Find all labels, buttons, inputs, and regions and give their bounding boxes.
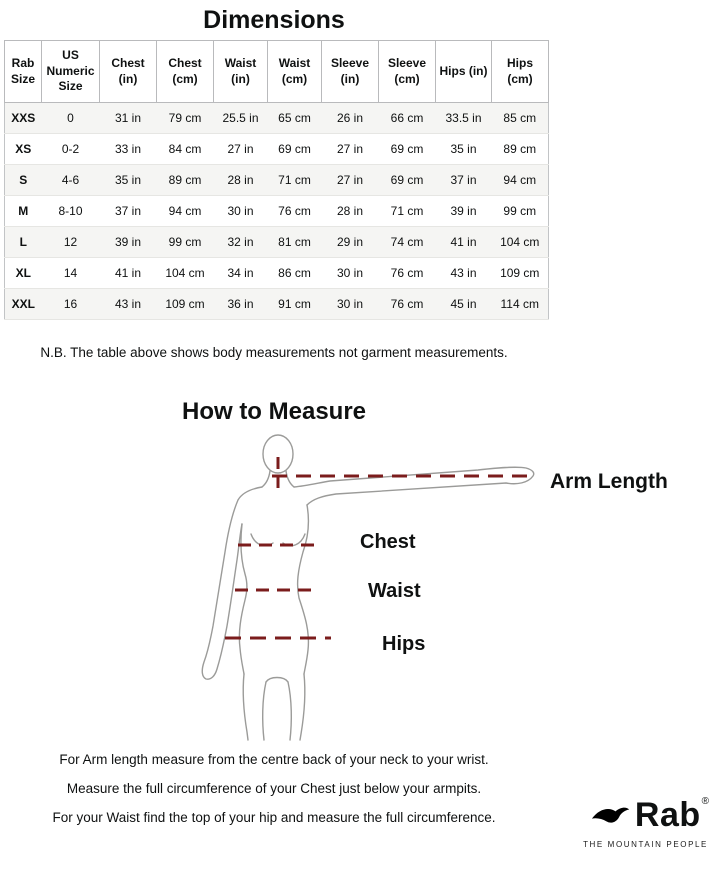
table-row (5, 258, 549, 289)
measurement-cell: 71 cm (268, 165, 322, 196)
measurement-cell: 8-10 (42, 196, 100, 227)
measurement-cell: 33 in (100, 134, 157, 165)
hips-label: Hips (382, 633, 426, 655)
instruction-chest: Measure the full circumference of your Chest just below your armpits. (66, 781, 482, 796)
table-row (5, 227, 549, 258)
measurement-cell: 94 cm (157, 196, 214, 227)
rab-brand-logo (582, 795, 709, 849)
measurement-cell: 28 in (214, 165, 268, 196)
measurement-cell: 45 in (436, 289, 492, 320)
measurement-cell: 33.5 in (436, 103, 492, 134)
measurement-cell: 71 cm (379, 196, 436, 227)
measurement-cell: 76 cm (379, 289, 436, 320)
measurement-cell: 30 in (214, 196, 268, 227)
measurement-cell: 39 in (436, 196, 492, 227)
measurement-cell: 89 cm (492, 134, 549, 165)
measurement-cell: 36 in (214, 289, 268, 320)
measurement-cell: 84 cm (157, 134, 214, 165)
waist-label: Waist (368, 580, 421, 602)
column-header: Waist (cm) (268, 41, 322, 103)
brand-name: Rab (634, 796, 701, 834)
measurement-cell: 4-6 (42, 165, 100, 196)
measurement-cell: 91 cm (268, 289, 322, 320)
measurement-cell: 27 in (322, 165, 379, 196)
measurement-cell: 99 cm (492, 196, 549, 227)
measurement-cell: 76 cm (268, 196, 322, 227)
measurement-cell: 25.5 in (214, 103, 268, 134)
measurement-cell: 114 cm (492, 289, 549, 320)
arm-length-label: Arm Length (550, 470, 668, 493)
size-cell: XL (5, 258, 42, 289)
size-cell: XXS (5, 103, 42, 134)
measurement-cell: 65 cm (268, 103, 322, 134)
measurement-cell: 89 cm (157, 165, 214, 196)
measurement-cell: 104 cm (157, 258, 214, 289)
measurement-cell: 14 (42, 258, 100, 289)
table-body (5, 103, 549, 320)
column-header: Hips (cm) (492, 41, 549, 103)
measurement-cell: 109 cm (157, 289, 214, 320)
measurement-cell: 94 cm (492, 165, 549, 196)
measurement-cell: 74 cm (379, 227, 436, 258)
size-cell: XS (5, 134, 42, 165)
size-cell: XXL (5, 289, 42, 320)
table-row (5, 103, 549, 134)
measurement-cell: 69 cm (379, 165, 436, 196)
measurement-cell: 37 in (100, 196, 157, 227)
column-header: Rab Size (5, 41, 42, 103)
body-measurements-note: N.B. The table above shows body measurements not garment measurements. (40, 345, 508, 360)
measurement-cell: 81 cm (268, 227, 322, 258)
measurement-cell: 29 in (322, 227, 379, 258)
measurement-cell: 76 cm (379, 258, 436, 289)
how-to-measure-heading: How to Measure (181, 398, 367, 425)
measurement-cell: 16 (42, 289, 100, 320)
measurement-cell: 69 cm (379, 134, 436, 165)
measurement-cell: 30 in (322, 289, 379, 320)
measurement-cell: 31 in (100, 103, 157, 134)
column-header: Chest (cm) (157, 41, 214, 103)
measurement-cell: 35 in (436, 134, 492, 165)
measurement-cell: 0-2 (42, 134, 100, 165)
registered-trademark-symbol: ® (701, 795, 709, 807)
measurement-cell: 69 cm (268, 134, 322, 165)
column-header: Waist (in) (214, 41, 268, 103)
page-title: Dimensions (203, 6, 345, 34)
table-row (5, 134, 549, 165)
measurement-cell: 85 cm (492, 103, 549, 134)
measurement-cell: 12 (42, 227, 100, 258)
measurement-cell: 43 in (436, 258, 492, 289)
measurement-cell: 27 in (214, 134, 268, 165)
chest-label: Chest (360, 531, 416, 553)
measurement-cell: 37 in (436, 165, 492, 196)
instruction-arm-length: For Arm length measure from the centre back of your neck to your wrist. (59, 752, 489, 767)
measurement-cell: 66 cm (379, 103, 436, 134)
measurement-cell: 32 in (214, 227, 268, 258)
measurement-cell: 99 cm (157, 227, 214, 258)
size-cell: M (5, 196, 42, 227)
measurement-cell: 0 (42, 103, 100, 134)
how-to-measure-diagram (0, 430, 720, 752)
table-row (5, 165, 549, 196)
column-header: Sleeve (in) (322, 41, 379, 103)
measurement-cell: 41 in (100, 258, 157, 289)
measurement-cell: 86 cm (268, 258, 322, 289)
size-cell: S (5, 165, 42, 196)
size-cell: L (5, 227, 42, 258)
size-chart-table (4, 40, 549, 320)
table-row (5, 289, 549, 320)
brand-tagline: THE MOUNTAIN PEOPLE (583, 840, 708, 849)
measurement-cell: 109 cm (492, 258, 549, 289)
measuring-instructions (0, 752, 548, 839)
column-header: Hips (in) (436, 41, 492, 103)
measurement-cell: 104 cm (492, 227, 549, 258)
measurement-cell: 27 in (322, 134, 379, 165)
measurement-cell: 41 in (436, 227, 492, 258)
measurement-cell: 28 in (322, 196, 379, 227)
column-header: Sleeve (cm) (379, 41, 436, 103)
measurement-cell: 43 in (100, 289, 157, 320)
column-header: Chest (in) (100, 41, 157, 103)
header-row (5, 41, 549, 103)
table-row (5, 196, 549, 227)
measurement-cell: 35 in (100, 165, 157, 196)
column-header: US Numeric Size (42, 41, 100, 103)
instruction-waist: For your Waist find the top of your hip and measure the full circumference. (52, 810, 496, 825)
measurement-cell: 30 in (322, 258, 379, 289)
measurement-cell: 26 in (322, 103, 379, 134)
measurement-cell: 79 cm (157, 103, 214, 134)
measurement-cell: 39 in (100, 227, 157, 258)
measurement-cell: 34 in (214, 258, 268, 289)
rab-bird-icon (591, 802, 631, 828)
